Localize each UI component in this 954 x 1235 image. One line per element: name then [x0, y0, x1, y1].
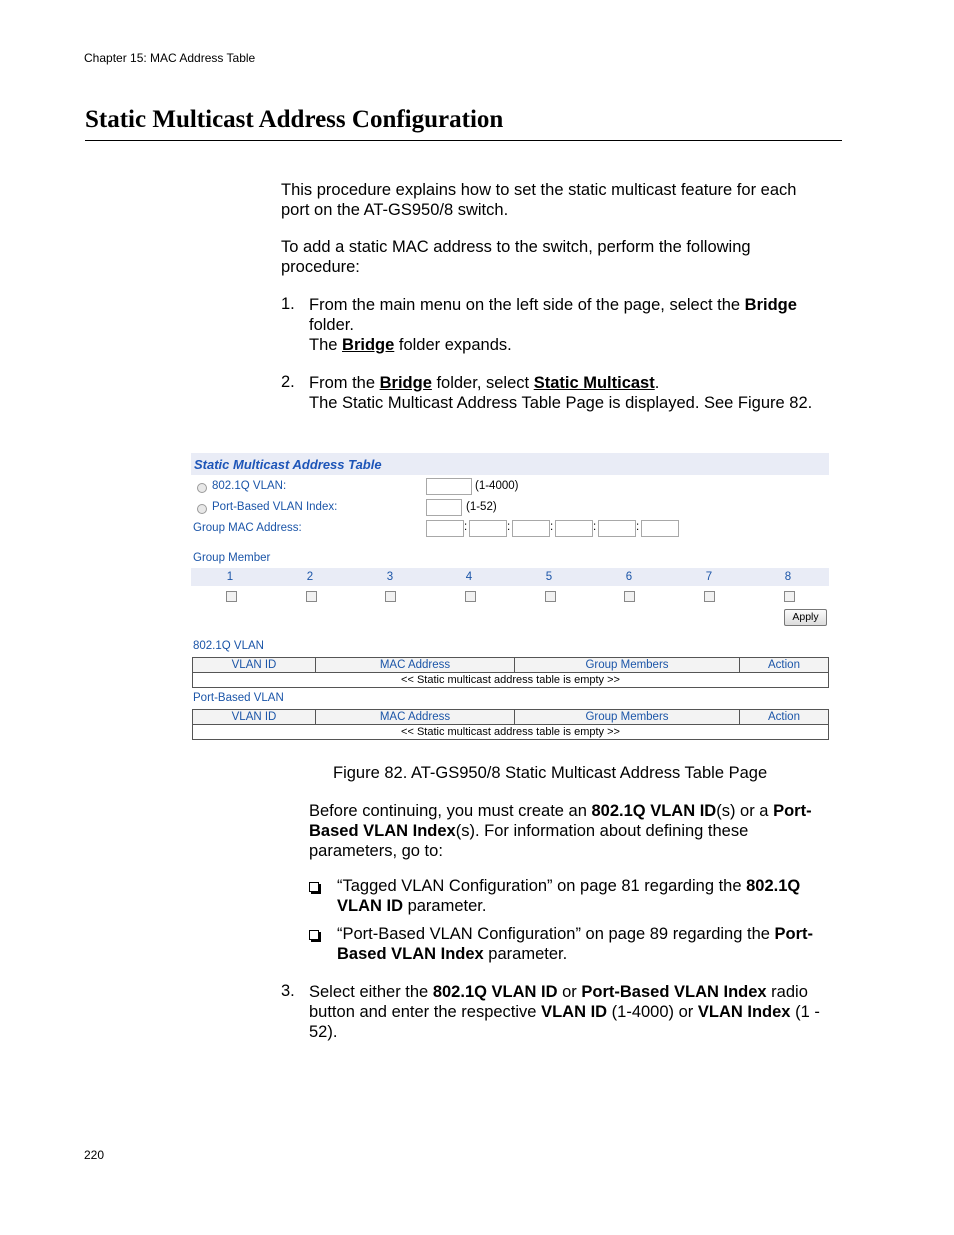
static-multicast-link: Static Multicast — [533, 374, 655, 392]
checkbox-bullet-icon — [309, 882, 319, 892]
vlan-radio-label: 802.1Q VLAN: — [212, 480, 287, 492]
port-vlan-range: (1-52) — [466, 501, 497, 513]
bullet-text: parameter. — [483, 945, 568, 963]
port-checkbox[interactable] — [624, 591, 635, 602]
para-text: (s). For information about defining these — [455, 822, 749, 840]
step-3 — [309, 982, 820, 1042]
mac-separator: : — [464, 521, 468, 533]
column-header: MAC Address — [316, 658, 515, 673]
mac-separator: : — [550, 521, 554, 533]
port-based-vlan-table — [192, 709, 829, 740]
bridge-link: Bridge — [379, 374, 432, 392]
figure-title: Static Multicast Address Table — [194, 457, 382, 472]
bullet-text: parameter. — [403, 897, 487, 915]
mac-octet-input[interactable] — [555, 520, 593, 537]
intro-line: To add a static MAC address to the switch, perform the following — [281, 238, 751, 256]
column-header: Group Members — [515, 710, 740, 725]
port-checkbox[interactable] — [226, 591, 237, 602]
mac-octet-input[interactable] — [426, 520, 464, 537]
step-text: (1-4000) or — [607, 1003, 698, 1021]
dot1q-table-label: 802.1Q VLAN — [193, 640, 264, 652]
step-text: The Static Multicast Address Table Page is displayed. See Figure 82. — [309, 394, 813, 412]
para-bold: 802.1Q VLAN ID — [591, 802, 717, 820]
continuing-paragraph — [309, 801, 812, 861]
para-text: parameters, go to: — [309, 842, 443, 860]
apply-button[interactable]: Apply — [784, 609, 827, 626]
port-number: 1 — [226, 571, 234, 583]
bullet-item — [337, 924, 813, 964]
port-checkbox[interactable] — [545, 591, 556, 602]
step-text: From the — [309, 374, 380, 392]
empty-table-message: << Static multicast address table is empty >> — [193, 673, 829, 688]
column-header: VLAN ID — [193, 710, 316, 725]
step-bold: 802.1Q VLAN ID — [432, 983, 558, 1001]
static-multicast-figure — [191, 453, 829, 743]
port-number: 4 — [465, 571, 473, 583]
group-member-label: Group Member — [193, 552, 271, 564]
vlan-id-input[interactable] — [426, 478, 472, 495]
port-checkbox[interactable] — [704, 591, 715, 602]
bullet-bold: Port- — [774, 925, 814, 943]
port-number: 8 — [784, 571, 792, 583]
port-checkbox[interactable] — [385, 591, 396, 602]
step-text: folder, select — [431, 374, 534, 392]
intro-line: This procedure explains how to set the static multicast feature for each — [281, 181, 797, 199]
port-header-bar — [191, 568, 829, 586]
bullet-bold: 802.1Q — [746, 877, 801, 895]
step-bold: Port-Based VLAN Index — [581, 983, 767, 1001]
step-text: From the main menu on the left side of the page, select the — [309, 296, 745, 314]
mac-octet-input[interactable] — [469, 520, 507, 537]
mac-separator: : — [507, 521, 511, 533]
page-number: 220 — [84, 1148, 105, 1162]
port-number: 7 — [705, 571, 713, 583]
port-checkbox[interactable] — [465, 591, 476, 602]
vlan-radio[interactable] — [197, 483, 207, 493]
checkbox-bullet-icon — [309, 930, 319, 940]
column-header: VLAN ID — [193, 658, 316, 673]
column-header: Action — [740, 710, 829, 725]
step-text: folder expands. — [394, 336, 512, 354]
step-text: radio — [766, 983, 808, 1001]
port-number: 3 — [386, 571, 394, 583]
empty-table-message: << Static multicast address table is empty >> — [193, 725, 829, 740]
step-text: . — [654, 374, 660, 392]
bullet-text: “Tagged VLAN Configuration” on page 81 regarding the — [337, 877, 747, 895]
section-title: Static Multicast Address Configuration — [85, 106, 504, 133]
bullet-bold: VLAN ID — [337, 897, 403, 915]
dot1q-vlan-table — [192, 657, 829, 688]
group-mac-label: Group MAC Address: — [193, 522, 302, 534]
intro-paragraph-1 — [281, 180, 796, 220]
port-checkbox[interactable] — [306, 591, 317, 602]
step-number: 1. — [281, 295, 295, 313]
step-number: 3. — [281, 982, 295, 1000]
mac-separator: : — [593, 521, 597, 533]
port-number: 2 — [306, 571, 314, 583]
port-number: 6 — [625, 571, 633, 583]
step-text: 52). — [309, 1023, 338, 1041]
step-number: 2. — [281, 373, 295, 391]
step-bold: Bridge — [744, 296, 797, 314]
step-text: button and enter the respective — [309, 1003, 542, 1021]
step-2 — [309, 373, 812, 413]
mac-octet-input[interactable] — [598, 520, 636, 537]
bullet-bold: Based VLAN Index — [337, 945, 484, 963]
para-text: (s) or a — [716, 802, 774, 820]
port-vlan-radio-label: Port-Based VLAN Index: — [212, 501, 338, 513]
step-bold: VLAN ID — [541, 1003, 608, 1021]
port-vlan-radio[interactable] — [197, 504, 207, 514]
intro-line: port on the AT-GS950/8 switch. — [281, 201, 509, 219]
para-text: Before continuing, you must create an — [309, 802, 592, 820]
step-text: folder. — [309, 316, 354, 334]
bullet-item — [337, 876, 800, 916]
mac-octet-input[interactable] — [512, 520, 550, 537]
title-rule — [85, 140, 842, 141]
figure-title-bar — [191, 453, 829, 475]
step-text: Select either the — [309, 983, 433, 1001]
port-checkbox[interactable] — [784, 591, 795, 602]
column-header: Action — [740, 658, 829, 673]
para-bold: Based VLAN Index — [309, 822, 456, 840]
step-1 — [309, 295, 797, 355]
port-based-table-label: Port-Based VLAN — [193, 692, 284, 704]
intro-paragraph-2 — [281, 237, 751, 277]
step-text: The — [309, 336, 343, 354]
para-bold: Port- — [773, 802, 812, 820]
port-vlan-index-input[interactable] — [426, 499, 462, 516]
port-number: 5 — [545, 571, 553, 583]
chapter-header: Chapter 15: MAC Address Table — [84, 51, 256, 65]
step-text: (1 - — [790, 1003, 820, 1021]
column-header: Group Members — [515, 658, 740, 673]
vlan-range: (1-4000) — [475, 480, 519, 492]
step-text: or — [557, 983, 582, 1001]
intro-line: procedure: — [281, 258, 360, 276]
bridge-link: Bridge — [342, 336, 395, 354]
column-header: MAC Address — [316, 710, 515, 725]
figure-caption: Figure 82. AT-GS950/8 Static Multicast Address Table Page — [333, 764, 768, 782]
mac-separator: : — [636, 521, 640, 533]
step-bold: VLAN Index — [697, 1003, 791, 1021]
bullet-text: “Port-Based VLAN Configuration” on page 89 regarding the — [337, 925, 775, 943]
mac-octet-input[interactable] — [641, 520, 679, 537]
